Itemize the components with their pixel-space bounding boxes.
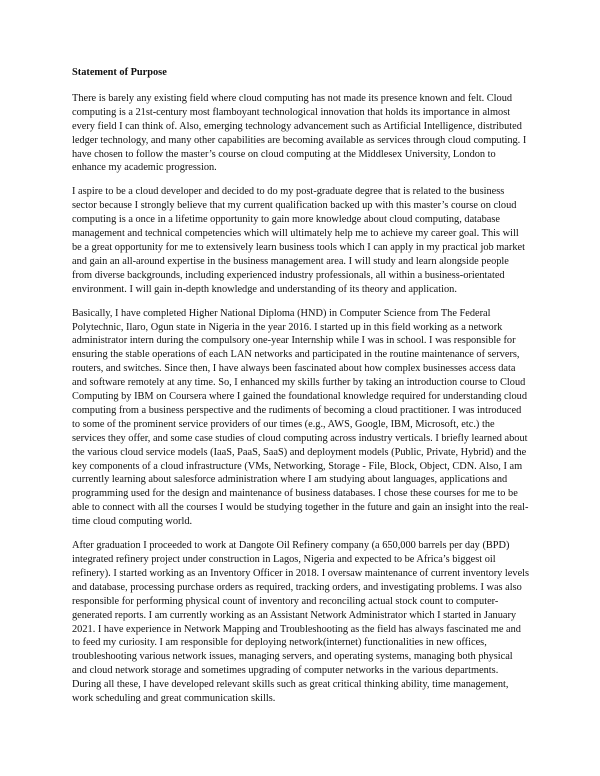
document-body xyxy=(72,66,530,716)
paragraph-aspirations: I aspire to be a cloud developer and decided to do my post-graduate degree that is related to the business sector because I strongly believe that my current qualification backed up with this master’s course on cloud computing is a once in a lifetime opportunity to gain more knowledge about cloud computing, database management and technical competencies which will ultimately help me to achieve my career goal. This will be a great opportunity for me to extensively learn business tools which I can apply in my practical job market and gain an all-around expertise in the business management area. I will study and learn alongside people from diverse backgrounds, including experienced industry professionals, all within a business-orientated environment. I will gain in-depth knowledge and understanding of its theory and application. xyxy=(72,186,525,295)
paragraph-education: Basically, I have completed Higher National Diploma (HND) in Computer Science from The Federal Polytechnic, Ilaro, Ogun state in Nigeria in the year 2016. I started up in this field working as a network administrator intern during the compulsory one-year Internship while I was in school. I was responsible for ensuring the stable operations of each LAN networks and participated in the routine maintenance of servers, routers, and switches. Since then, I have always been fascinated about how complex businesses access data and software remotely at any time. So, I enhanced my skills further by taking an introduction course to Cloud Computing by IBM on Coursera where I gained the foundational knowledge required for understanding cloud computing from a business perspective and the rudiments of becoming a cloud practitioner. I was introduced to some of the prominent service providers of our times (e.g., AWS, Google, IBM, Microsoft, etc.) the services they offer, and some case studies of cloud computing across industry verticals. I briefly learned about the various cloud service models (IaaS, PaaS, SaaS) and deployment models (Public, Private, Hybrid) and the key components of a cloud infrastructure (VMs, Networking, Storage - File, Block, Object, CDN. Also, I am currently learning about salesforce administration where I am studying about languages, applications and programming used for the design and maintenance of business databases. I chose these courses for me to be able to connect with all the courses I would be studying together in the future and gain an insight into the real-time cloud computing world. xyxy=(72,307,529,528)
paragraph-intro: There is barely any existing field where cloud computing has not made its presence known and felt. Cloud computing is a 21st-century most flamboyant technological innovation that holds its importance in almost every field I can think of. Also, emerging technology advancement such as Artificial Intelligence, distributed ledger technology, and many other capabilities are becoming available as services through cloud computing. I have chosen to follow the master’s course on cloud computing at the Middlesex University, London to enhance my academic progression. xyxy=(72,92,527,174)
paragraph-experience: After graduation I proceeded to work at Dangote Oil Refinery company (a 650,000 barrels per day (BPD) integrated refinery project under construction in Lagos, Nigeria and expected to be Africa’s biggest oil refinery). I started working as an Inventory Officer in 2018. I oversaw maintenance of current inventory levels and database, processing purchase orders as required, tracking orders, and investigating problems. I was also responsible for performing physical count of inventory and reconciling actual stock count to computer-generated reports. I am currently working as an Assistant Network Administrator which I started in January 2021. I have experience in Network Mapping and Troubleshooting as the field has always fascinated me and to feed my curiosity. I am responsible for deploying network(internet) functionalities in new offices, troubleshooting various network issues, managing servers, and operating systems, managing both physical and cloud network storage and sometimes upgrading of computer networks in the various departments. During all these, I have developed relevant skills such as great critical thinking ability, time management, work scheduling and great communication skills. xyxy=(72,540,530,705)
document-title: Statement of Purpose xyxy=(72,67,167,78)
